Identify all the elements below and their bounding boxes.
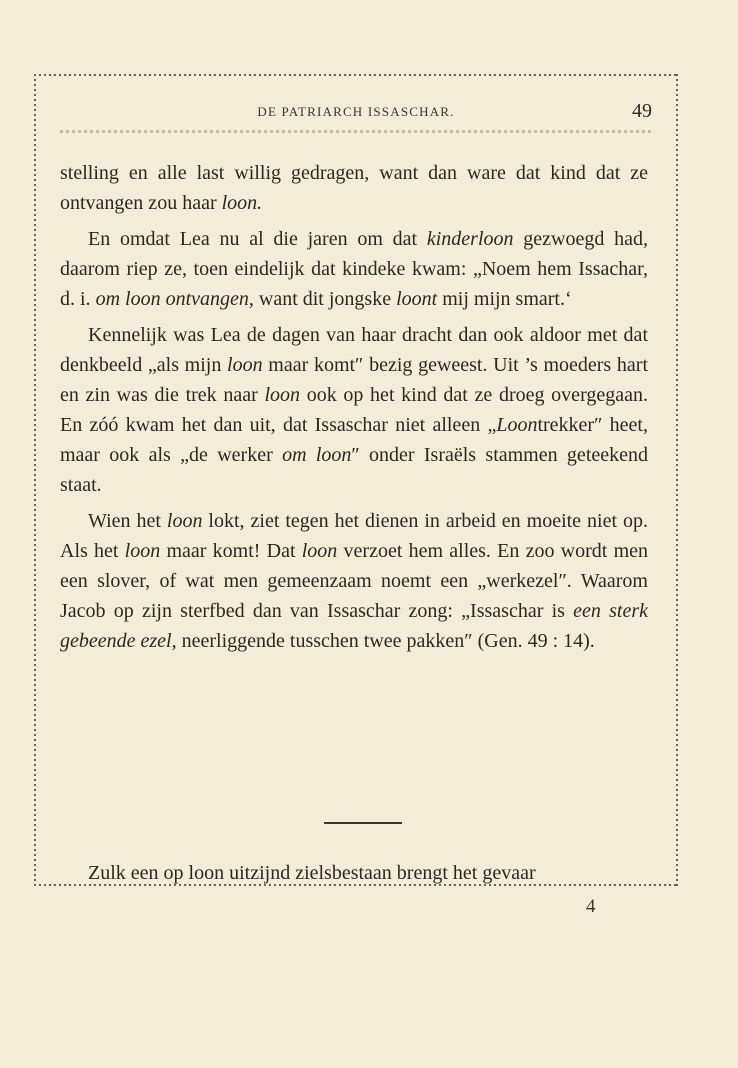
text-run: ″ onder Israëls stammen geteekend staat. [60, 444, 649, 496]
emphasis-text: loont [396, 288, 438, 310]
text-run: En omdat Lea nu al die jaren om dat [88, 228, 427, 250]
text-run: trekker″ heet, maar ook als „de werker [60, 414, 648, 466]
text-run: maar komt″ bezig geweest. Uit ’s moeders hart en zin was die trek naar [60, 354, 648, 406]
dotted-border-left [34, 74, 36, 886]
text-run: maar komt! Dat [160, 540, 302, 562]
page-frame [34, 74, 678, 886]
text-run: want dit jongske [253, 288, 397, 310]
emphasis-text: loon [166, 510, 203, 532]
emphasis-text: om loon [282, 444, 352, 466]
paragraph-5: Zulk een op loon uitzijnd zielsbestaan brengt het gevaar [88, 862, 536, 884]
emphasis-text: loon [264, 384, 301, 406]
paragraph-4 [60, 506, 648, 656]
emphasis-text: Loon [496, 414, 538, 436]
text-run: lokt, ziet tegen het dienen in arbeid en moeite niet op. Als het [60, 510, 648, 562]
page-number: 49 [632, 100, 652, 122]
section-separator [324, 822, 402, 824]
paragraph-2 [60, 224, 648, 314]
emphasis-text: loon [227, 354, 263, 376]
signature-mark: 4 [586, 896, 596, 917]
text-run: neerliggende tusschen twee pakken″ (Gen. 49 : 14). [176, 630, 595, 652]
paragraph-1 [60, 158, 648, 218]
emphasis-text: kinderloon [426, 228, 514, 250]
emphasis-text: een sterk gebeende ezel, [60, 600, 648, 652]
text-run: gezwoegd had, daarom riep ze, toen eindelijk dat kindeke kwam: „Noem hem Issachar, d. i. [60, 228, 648, 310]
paragraph-3 [60, 320, 648, 500]
paragraph-1-emphasis: loon. [221, 192, 263, 214]
text-run: Wien het [88, 510, 167, 532]
body-text [60, 158, 648, 656]
running-title: DE PATRIARCH ISSASCHAR. [257, 104, 455, 119]
emphasis-text: om loon ontvangen, [95, 288, 254, 310]
header-rule [60, 130, 652, 133]
dotted-border-top [34, 74, 678, 76]
text-run: Kennelijk was Lea de dagen van haar dracht dan ook aldoor met dat denkbeeld „als mijn [60, 324, 648, 376]
text-run: mij mijn smart.‘ [437, 288, 572, 310]
emphasis-text: loon [301, 540, 338, 562]
running-head [60, 100, 652, 128]
text-run: verzoet hem alles. En zoo wordt men een slover, of wat men gemeenzaam noemt een „werkezel″. Waarom Jacob op zijn sterfbed dan van Issaschar zong: „Issaschar is [60, 540, 648, 622]
text-run: ook op het kind dat ze droeg overgegaan. En zóó kwam het dan uit, dat Issaschar niet alleen „ [60, 384, 648, 436]
emphasis-text: loon [124, 540, 161, 562]
paragraph-1-text: stelling en alle last willig gedragen, want dan ware dat kind dat ze ontvangen zou haar [60, 162, 648, 214]
dotted-border-right [676, 74, 678, 886]
